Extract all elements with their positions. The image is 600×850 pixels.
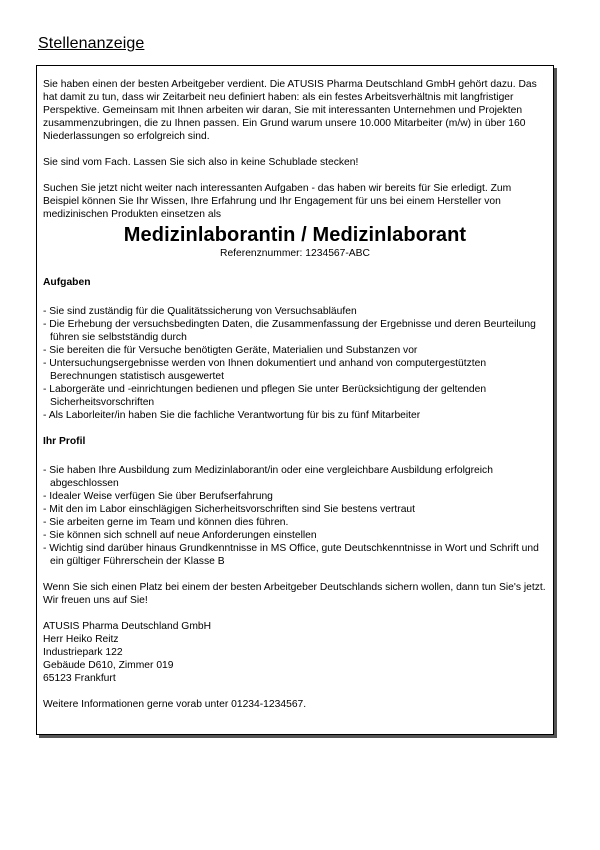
page-heading: Stellenanzeige bbox=[38, 35, 145, 52]
contact-address bbox=[43, 620, 547, 685]
job-title: Medizinlaborantin / Medizinlaborant bbox=[123, 224, 467, 246]
profile-list bbox=[43, 464, 547, 568]
list-item: - Sie haben Ihre Ausbildung zum Medizinlaborant/in oder eine vergleichbare Ausbildung erfolgreich abgeschlossen bbox=[43, 464, 547, 490]
reference-number: Referenznummer: 1234567-ABC bbox=[220, 248, 370, 259]
tasks-heading: Aufgaben bbox=[43, 277, 91, 288]
list-item: - Mit den im Labor einschlägigen Sicherheitsvorschriften sind Sie bestens vertraut bbox=[43, 503, 547, 516]
job-ad-box bbox=[36, 65, 554, 735]
contact-info: Weitere Informationen gerne vorab unter 01234-1234567. bbox=[43, 699, 307, 710]
list-item: - Sie können sich schnell auf neue Anforderungen einstellen bbox=[43, 529, 547, 542]
street: Industriepark 122 bbox=[43, 647, 123, 658]
building-room: Gebäude D610, Zimmer 019 bbox=[43, 660, 174, 671]
list-item: - Laborgeräte und -einrichtungen bedienen und pflegen Sie unter Berücksichtigung der geltenden Sicherheitsvorschriften bbox=[43, 383, 547, 409]
list-item: - Wichtig sind darüber hinaus Grundkenntnisse in MS Office, gute Deutschkenntnisse in Wort und Schrift und ein gültiger Führerschein der Klasse B bbox=[43, 542, 547, 568]
list-item: - Als Laborleiter/in haben Sie die fachliche Verantwortung für bis zu fünf Mitarbeiter bbox=[43, 409, 547, 422]
tasks-list bbox=[43, 305, 547, 422]
profile-heading: Ihr Profil bbox=[43, 436, 86, 447]
list-item: - Sie sind zuständig für die Qualitätssicherung von Versuchsabläufen bbox=[43, 305, 547, 318]
closing-paragraph: Wenn Sie sich einen Platz bei einem der besten Arbeitgeber Deutschlands sichern wollen, dann tun Sie's jetzt. Wir freuen uns auf Sie! bbox=[43, 582, 546, 606]
list-item: - Die Erhebung der versuchsbedingten Daten, die Zusammenfassung der Ergebnisse und deren Beurteilung führen sie selbstständig durch bbox=[43, 318, 547, 344]
list-item: - Sie arbeiten gerne im Team und können dies führen. bbox=[43, 516, 547, 529]
postal-city: 65123 Frankfurt bbox=[43, 673, 116, 684]
intro-paragraph-3: Suchen Sie jetzt nicht weiter nach interessanten Aufgaben - das haben wir bereits für Sie erledigt. Zum Beispiel können Sie Ihr Wissen, Ihre Erfahrung und Ihr Engagement für uns bei einem Hersteller von medizinischen Produkten einsetzen als bbox=[43, 183, 512, 220]
intro-paragraph-2: Sie sind vom Fach. Lassen Sie sich also in keine Schublade stecken! bbox=[43, 157, 359, 168]
intro-paragraph-1: Sie haben einen der besten Arbeitgeber verdient. Die ATUSIS Pharma Deutschland GmbH gehört dazu. Das hat damit zu tun, dass wir Zeitarbeit neu definiert haben: als ein festes Arbeitsverhältnis mit langfristiger Perspektive. Gemeinsam mit Ihnen arbeiten wir daran, Sie mit interessanten Unternehmen und Projekten zusammenzubringen, die zu Ihnen passen. Ein Grund warum unsere 10.000 Mitarbeiter (m/w) in über 160 Niederlassungen so erfolgreich sind. bbox=[43, 79, 537, 142]
company-name: ATUSIS Pharma Deutschland GmbH bbox=[43, 621, 212, 632]
list-item: - Untersuchungsergebnisse werden von Ihnen dokumentiert und anhand von computergestützten Berechnungen statistisch ausgewertet bbox=[43, 357, 547, 383]
list-item: - Idealer Weise verfügen Sie über Berufserfahrung bbox=[43, 490, 547, 503]
contact-person: Herr Heiko Reitz bbox=[43, 634, 119, 645]
list-item: - Sie bereiten die für Versuche benötigten Geräte, Materialien und Substanzen vor bbox=[43, 344, 547, 357]
